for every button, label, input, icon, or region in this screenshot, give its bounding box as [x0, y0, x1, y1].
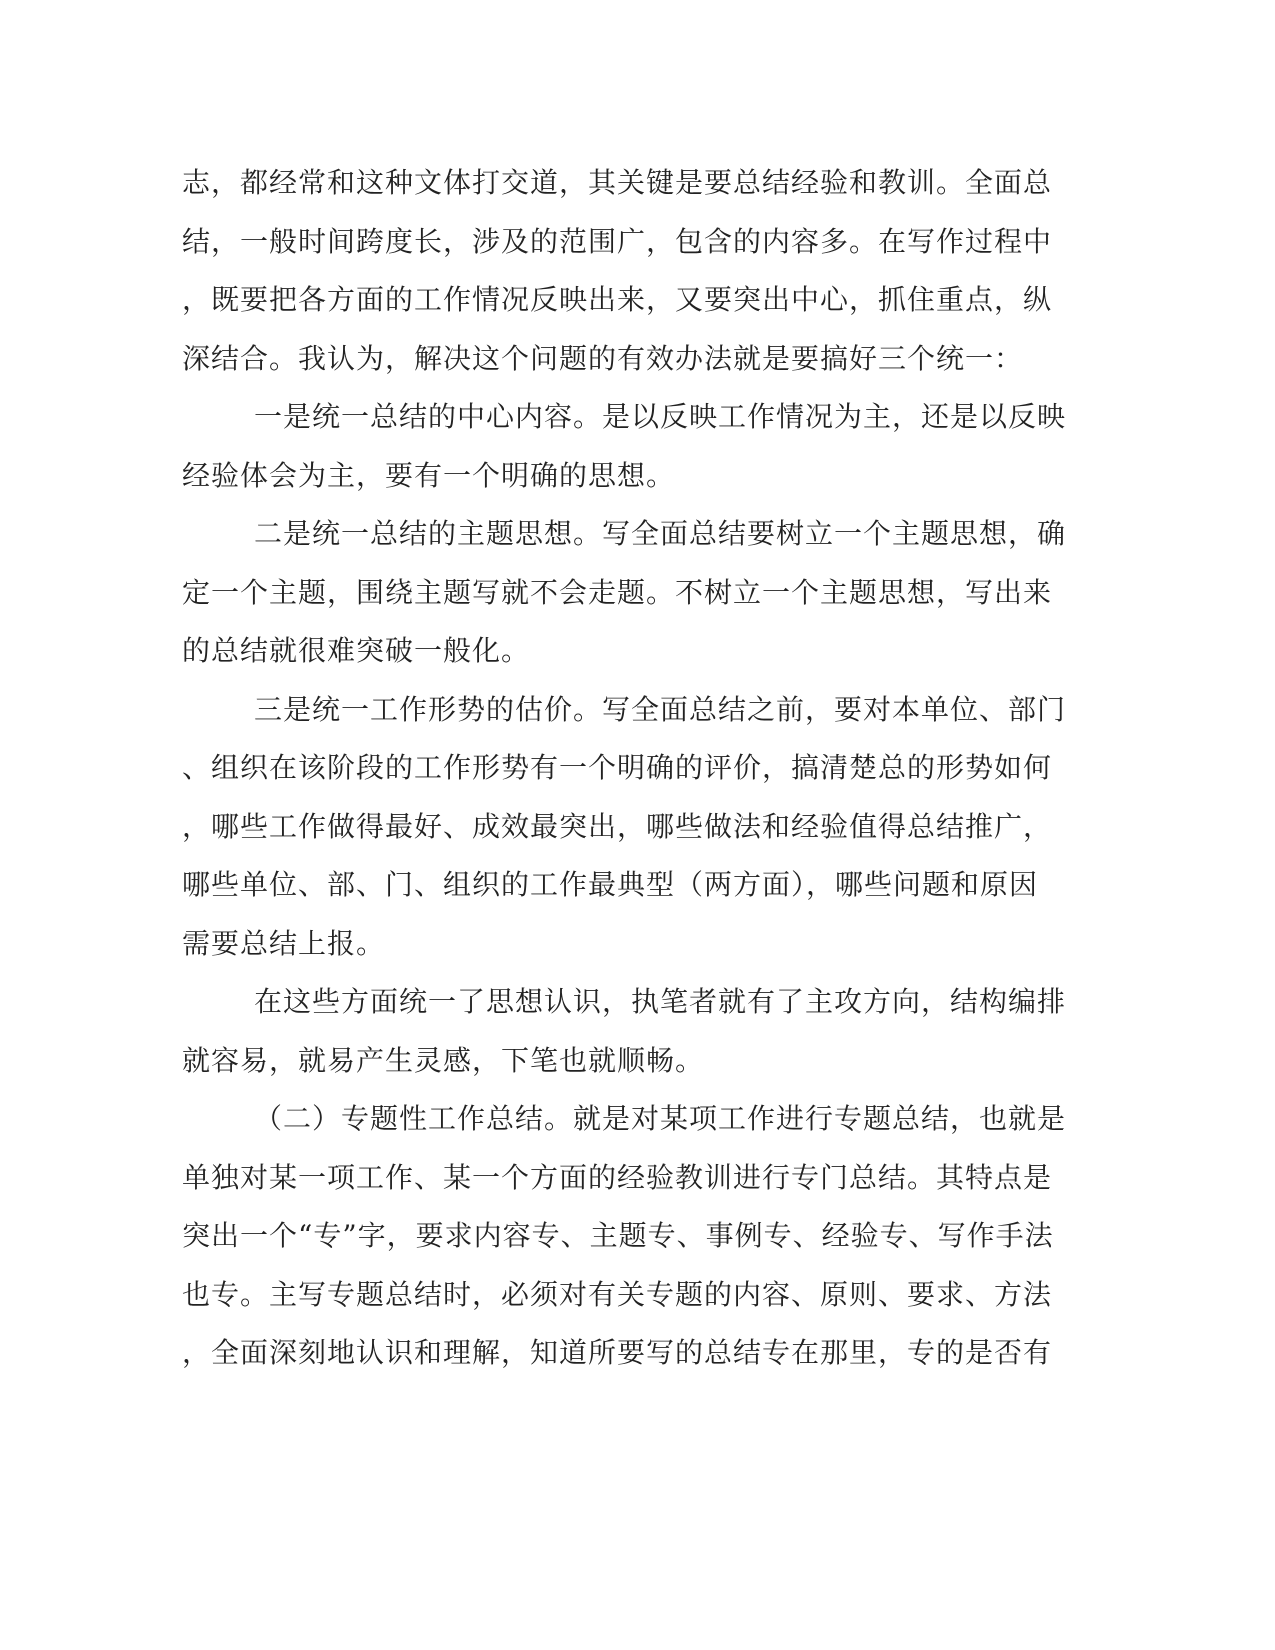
paragraph-first-line: 在这些方面统一了思想认识，执笔者就有了主攻方向，结构编排	[254, 985, 1067, 1018]
paragraph-first-line: 一是统一总结的中心内容。是以反映工作情况为主，还是以反映	[254, 400, 1067, 433]
text-line: 结，一般时间跨度长，涉及的范围广，包含的内容多。在写作过程中	[182, 224, 1053, 258]
text-line: ，既要把各方面的工作情况反映出来，又要突出中心，抓住重点，纵	[182, 283, 1053, 316]
text-line: 、组织在该阶段的工作形势有一个明确的评价，搞清楚总的形势如何	[182, 751, 1053, 784]
text-line: 深结合。我认为，解决这个问题的有效办法就是要搞好三个统一：	[182, 341, 1024, 375]
text-line: 定一个主题，围绕主题写就不会走题。不树立一个主题思想，写出来	[182, 575, 1053, 609]
body-text	[182, 160, 1067, 1389]
text-line: 突出一个“专”字，要求内容专、主题专、事例专、经验专、写作手法	[182, 1219, 1054, 1252]
text-line: 经验体会为主，要有一个明确的思想。	[182, 458, 676, 492]
paragraph-first-line: 二是统一总结的主题思想。写全面总结要树立一个主题思想，确	[254, 517, 1067, 550]
text-line: 志，都经常和这种文体打交道，其关键是要总结经验和教训。全面总	[182, 166, 1053, 199]
text-line: 哪些单位、部、门、组织的工作最典型（两方面），哪些问题和原因	[182, 868, 1039, 901]
text-line: ，全面深刻地认识和理解，知道所要写的总结专在那里，专的是否有	[182, 1336, 1053, 1369]
text-line: 的总结就很难突破一般化。	[182, 634, 531, 667]
text-line: ，哪些工作做得最好、成效最突出，哪些做法和经验值得总结推广，	[182, 809, 1053, 843]
paragraph-first-line: （二）专题性工作总结。就是对某项工作进行专题总结，也就是	[254, 1102, 1067, 1135]
text-line: 单独对某一项工作、某一个方面的经验教训进行专门总结。其特点是	[182, 1160, 1053, 1194]
text-line: 也专。主写专题总结时，必须对有关专题的内容、原则、要求、方法	[182, 1277, 1053, 1311]
text-line: 需要总结上报。	[182, 926, 386, 960]
text-line: 就容易，就易产生灵感，下笔也就顺畅。	[182, 1043, 705, 1077]
paragraph-first-line: 三是统一工作形势的估价。写全面总结之前，要对本单位、部门	[254, 692, 1067, 726]
